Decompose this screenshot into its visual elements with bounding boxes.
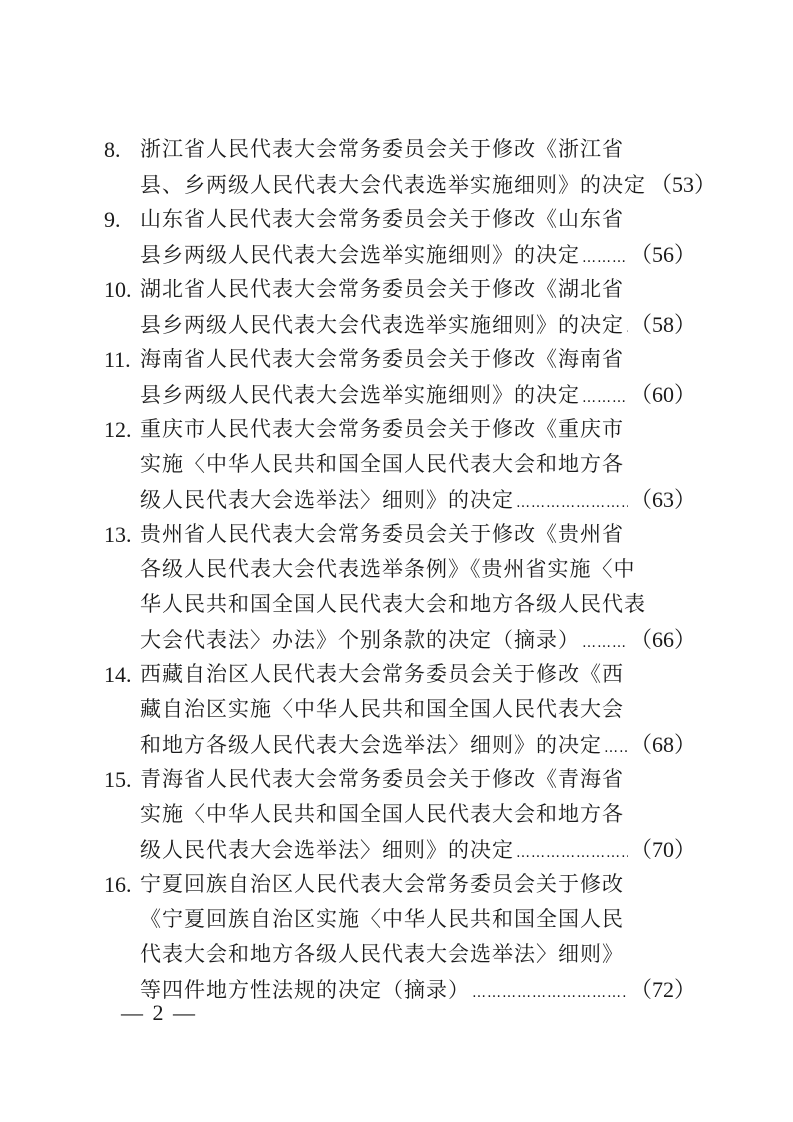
entry-number: 16.	[104, 872, 132, 897]
page-reference: （56）	[629, 242, 696, 267]
toc-entry[interactable]	[0, 657, 793, 762]
entry-title-line: 青海省人民代表大会常务委员会关于修改《青海省	[140, 767, 624, 791]
entry-number: 12.	[104, 417, 132, 442]
entry-number: 9.	[104, 207, 121, 232]
toc-entry[interactable]	[0, 867, 793, 1007]
toc-line	[0, 692, 793, 727]
entry-title-line: 大会代表法〉办法》个别条款的决定（摘录）	[140, 628, 580, 652]
page-reference: （63）	[629, 487, 696, 512]
dot-leader	[472, 976, 628, 1011]
toc-entry[interactable]	[0, 517, 793, 657]
entry-title-line: 等四件地方性法规的决定（摘录）	[140, 978, 470, 1002]
toc-line	[0, 272, 793, 307]
toc-line	[0, 447, 793, 482]
entry-title-line: 级人民代表大会选举法〉细则》的决定	[140, 838, 514, 862]
toc-line	[0, 832, 793, 867]
toc-line	[0, 307, 793, 342]
entry-title-line: 实施〈中华人民共和国全国人民代表大会和地方各	[140, 802, 624, 826]
toc-line	[0, 167, 793, 202]
toc-entry[interactable]	[0, 762, 793, 867]
page-reference: （72）	[629, 977, 696, 1002]
entry-number: 11.	[104, 347, 131, 372]
entry-number: 15.	[104, 767, 132, 792]
entry-title-line: 华人民共和国全国人民代表大会和地方各级人民代表	[140, 592, 646, 616]
dot-leader	[516, 836, 628, 871]
toc-line	[0, 797, 793, 832]
table-of-contents	[0, 132, 793, 1007]
toc-line	[0, 132, 793, 167]
entry-title-line: 县、乡两级人民代表大会代表选举实施细则》的决定	[140, 173, 646, 197]
toc-line	[0, 342, 793, 377]
entry-title-line: 海南省人民代表大会常务委员会关于修改《海南省	[140, 347, 624, 371]
page-reference: （70）	[629, 837, 696, 862]
entry-title-line: 县乡两级人民代表大会选举实施细则》的决定	[140, 383, 580, 407]
entry-title-line: 西藏自治区人民代表大会常务委员会关于修改《西	[140, 662, 624, 686]
page-reference: （58）	[629, 312, 696, 337]
toc-line	[0, 727, 793, 762]
toc-line	[0, 202, 793, 237]
entry-title-line: 贵州省人民代表大会常务委员会关于修改《贵州省	[140, 522, 624, 546]
toc-entry[interactable]	[0, 272, 793, 342]
page-reference: （68）	[629, 732, 696, 757]
toc-line	[0, 517, 793, 552]
toc-entry[interactable]	[0, 132, 793, 202]
toc-entry[interactable]	[0, 342, 793, 412]
toc-line	[0, 902, 793, 937]
entry-title-line: 各级人民代表大会代表选举条例》《贵州省实施〈中	[140, 557, 636, 581]
toc-line	[0, 587, 793, 622]
dot-leader	[582, 626, 628, 661]
entry-title-line: 实施〈中华人民共和国全国人民代表大会和地方各	[140, 452, 624, 476]
dot-leader	[516, 486, 628, 521]
page-reference: （66）	[629, 627, 696, 652]
toc-line	[0, 622, 793, 657]
toc-line	[0, 377, 793, 412]
toc-line	[0, 412, 793, 447]
entry-title-line: 代表大会和地方各级人民代表大会选举法〉细则》	[140, 942, 624, 966]
page-reference: （60）	[629, 382, 696, 407]
entry-title-line: 和地方各级人民代表大会选举法〉细则》的决定	[140, 733, 602, 757]
entry-title-line: 《宁夏回族自治区实施〈中华人民共和国全国人民	[140, 907, 624, 931]
toc-line	[0, 657, 793, 692]
entry-title-line: 湖北省人民代表大会常务委员会关于修改《湖北省	[140, 277, 624, 301]
entry-number: 14.	[104, 662, 132, 687]
toc-line	[0, 762, 793, 797]
toc-line	[0, 972, 793, 1007]
toc-line	[0, 867, 793, 902]
dot-leader	[582, 241, 628, 276]
page-reference: （53）	[650, 172, 717, 197]
dot-leader	[582, 381, 628, 416]
toc-line	[0, 237, 793, 272]
entry-title-line: 县乡两级人民代表大会代表选举实施细则》的决定	[140, 313, 624, 337]
entry-title-line: 宁夏回族自治区人民代表大会常务委员会关于修改	[140, 872, 624, 896]
entry-title-line: 重庆市人民代表大会常务委员会关于修改《重庆市	[140, 417, 624, 441]
dot-leader	[604, 731, 628, 766]
entry-title-line: 藏自治区实施〈中华人民共和国全国人民代表大会	[140, 697, 624, 721]
entry-number: 10.	[104, 277, 132, 302]
toc-line	[0, 937, 793, 972]
toc-line	[0, 552, 793, 587]
toc-line	[0, 482, 793, 517]
page-number: — 2 —	[121, 1000, 197, 1025]
entry-title-line: 浙江省人民代表大会常务委员会关于修改《浙江省	[140, 137, 624, 161]
entry-number: 13.	[104, 522, 132, 547]
entry-title-line: 山东省人民代表大会常务委员会关于修改《山东省	[140, 207, 624, 231]
toc-entry[interactable]	[0, 412, 793, 517]
dot-leader	[626, 311, 628, 346]
entry-title-line: 县乡两级人民代表大会选举实施细则》的决定	[140, 243, 580, 267]
entry-title-line: 级人民代表大会选举法〉细则》的决定	[140, 488, 514, 512]
entry-number: 8.	[104, 137, 121, 162]
toc-entry[interactable]	[0, 202, 793, 272]
